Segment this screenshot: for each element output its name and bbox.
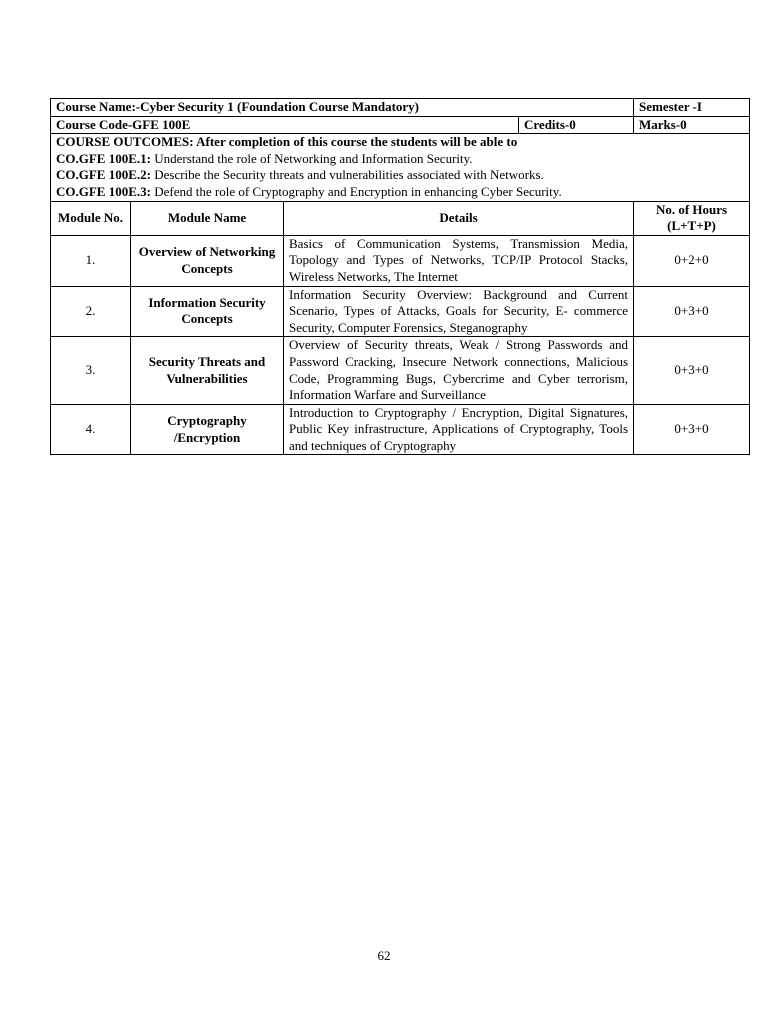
module-details: Introduction to Cryptography / Encryption, Digital Signatures, Public Key infrastructure, Applications of Cryptography, Tools and techniques of Cryptography bbox=[284, 404, 634, 455]
module-no: 2. bbox=[51, 286, 131, 337]
module-hours: 0+2+0 bbox=[634, 235, 750, 286]
page-number: 62 bbox=[377, 948, 391, 963]
course-code: Course Code-GFE 100E bbox=[51, 116, 519, 134]
header-hours: No. of Hours (L+T+P) bbox=[634, 201, 750, 235]
outcome-item bbox=[56, 167, 744, 184]
outcome-item bbox=[56, 151, 744, 168]
outcome-text: Defend the role of Cryptography and Encryption in enhancing Cyber Security. bbox=[150, 183, 562, 199]
module-details: Information Security Overview: Background and Current Scenario, Types of Attacks, Goals for Security, E- commerce Security, Computer Forensics, Steganography bbox=[284, 286, 634, 337]
outcomes-heading: COURSE OUTCOMES: After completion of this course the students will be able to bbox=[56, 134, 518, 150]
semester: Semester -I bbox=[634, 99, 750, 117]
table-row bbox=[51, 337, 750, 404]
outcome-code: CO.GFE 100E.1: bbox=[56, 150, 151, 166]
credits: Credits-0 bbox=[519, 116, 634, 134]
module-header-row bbox=[51, 201, 750, 235]
module-name: Overview of Networking Concepts bbox=[131, 235, 284, 286]
header-module-no: Module No. bbox=[51, 201, 131, 235]
outcome-code: CO.GFE 100E.3: bbox=[56, 183, 151, 199]
table-row bbox=[51, 286, 750, 337]
header-details: Details bbox=[284, 201, 634, 235]
module-details: Basics of Communication Systems, Transmission Media, Topology and Types of Networks, TCP/IP Protocol Stacks, Wireless Networks, The Internet bbox=[284, 235, 634, 286]
module-no: 1. bbox=[51, 235, 131, 286]
course-outcomes-row bbox=[51, 134, 750, 201]
table-row bbox=[51, 404, 750, 455]
module-no: 4. bbox=[51, 404, 131, 455]
module-name: Cryptography /Encryption bbox=[131, 404, 284, 455]
course-code-row bbox=[51, 116, 750, 134]
course-name: Course Name:-Cyber Security 1 (Foundation Course Mandatory) bbox=[51, 99, 634, 117]
course-syllabus-table bbox=[50, 98, 750, 455]
outcome-text: Describe the Security threats and vulnerabilities associated with Networks. bbox=[150, 167, 544, 183]
module-hours: 0+3+0 bbox=[634, 286, 750, 337]
header-module-name: Module Name bbox=[131, 201, 284, 235]
module-details: Overview of Security threats, Weak / Strong Passwords and Password Cracking, Insecure Network connections, Malicious Code, Programming Bugs, Cybercrime and Cyber terrorism, Information Warfare and Surveillance bbox=[284, 337, 634, 404]
module-name: Information Security Concepts bbox=[131, 286, 284, 337]
course-outcomes bbox=[51, 134, 750, 201]
module-no: 3. bbox=[51, 337, 131, 404]
module-hours: 0+3+0 bbox=[634, 337, 750, 404]
marks: Marks-0 bbox=[634, 116, 750, 134]
course-name-row bbox=[51, 99, 750, 117]
module-hours: 0+3+0 bbox=[634, 404, 750, 455]
module-name: Security Threats and Vulnerabilities bbox=[131, 337, 284, 404]
table-row bbox=[51, 235, 750, 286]
outcome-item bbox=[56, 184, 744, 201]
outcome-text: Understand the role of Networking and Information Security. bbox=[150, 150, 473, 166]
outcome-code: CO.GFE 100E.2: bbox=[56, 167, 151, 183]
